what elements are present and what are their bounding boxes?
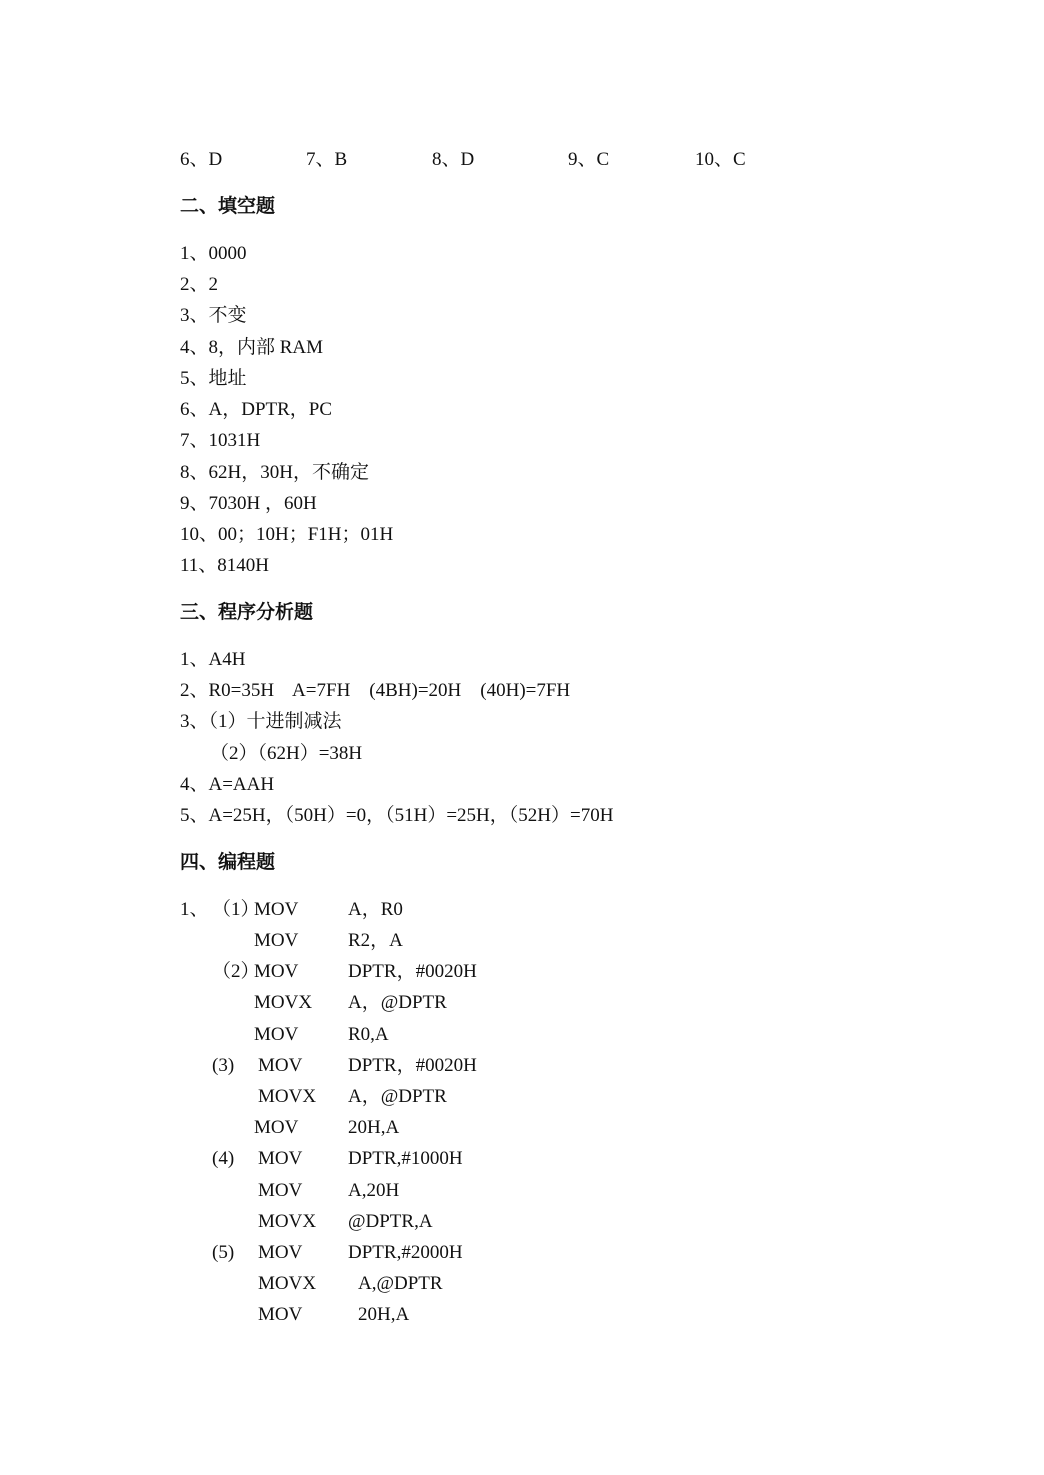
code-operand: R2，A bbox=[348, 930, 403, 951]
code-operand: A,@DPTR bbox=[358, 1273, 443, 1294]
fill-answer: 9、7030H ，60H bbox=[180, 493, 317, 514]
code-operand: 20H,A bbox=[358, 1304, 410, 1325]
code-operand: R0,A bbox=[348, 1024, 389, 1045]
fill-answer: 1、0000 bbox=[180, 243, 247, 264]
code-opcode: MOV bbox=[254, 1024, 299, 1045]
choice-answer-7: 7、B bbox=[306, 149, 348, 170]
code-label: （2） bbox=[212, 961, 260, 982]
fill-answer: 5、地址 bbox=[180, 368, 247, 389]
fill-answer: 11、8140H bbox=[180, 555, 270, 576]
section-heading-fill: 二、填空题 bbox=[180, 196, 276, 217]
code-operand: A，R0 bbox=[348, 899, 403, 920]
code-label: (3) bbox=[212, 1055, 235, 1076]
code-opcode: MOV bbox=[258, 1180, 303, 1201]
code-operand: DPTR,#1000H bbox=[348, 1148, 463, 1169]
code-opcode: MOV bbox=[258, 1304, 303, 1325]
fill-answer: 7、1031H bbox=[180, 430, 261, 451]
analysis-answer: 2、R0=35H A=7FH (4BH)=20H (40H)=7FH bbox=[180, 680, 571, 701]
code-operand: 20H,A bbox=[348, 1117, 400, 1138]
code-label: (5) bbox=[212, 1242, 235, 1263]
code-opcode: MOVX bbox=[254, 992, 313, 1013]
choice-answer-10: 10、C bbox=[695, 149, 746, 170]
fill-answer: 4、8，内部 RAM bbox=[180, 337, 324, 358]
code-operand: A，@DPTR bbox=[348, 992, 447, 1013]
code-operand: A，@DPTR bbox=[348, 1086, 447, 1107]
fill-answer: 10、00；10H；F1H；01H bbox=[180, 524, 394, 545]
code-label: （1） bbox=[212, 899, 260, 920]
code-opcode: MOV bbox=[254, 1117, 299, 1138]
code-label: (4) bbox=[212, 1148, 235, 1169]
fill-answer: 6、A，DPTR，PC bbox=[180, 399, 333, 420]
fill-answer: 3、不变 bbox=[180, 305, 247, 326]
code-opcode: MOVX bbox=[258, 1273, 317, 1294]
code-operand: DPTR，#0020H bbox=[348, 1055, 477, 1076]
fill-answer: 2、2 bbox=[180, 274, 219, 295]
choice-answer-8: 8、D bbox=[432, 149, 475, 170]
choice-answer-6: 6、D bbox=[180, 149, 223, 170]
code-operand: DPTR，#0020H bbox=[348, 961, 477, 982]
question-number: 1、 bbox=[180, 899, 209, 920]
code-opcode: MOV bbox=[258, 1242, 303, 1263]
choice-answer-9: 9、C bbox=[568, 149, 610, 170]
code-opcode: MOV bbox=[258, 1148, 303, 1169]
analysis-answer: 3、（1）十进制减法 bbox=[180, 711, 342, 732]
analysis-answer: （2）（62H）=38H bbox=[210, 743, 363, 764]
section-heading-analysis: 三、程序分析题 bbox=[180, 602, 314, 623]
code-opcode: MOV bbox=[254, 961, 299, 982]
code-operand: A,20H bbox=[348, 1180, 400, 1201]
fill-answer: 8、62H，30H，不确定 bbox=[180, 462, 369, 483]
code-operand: @DPTR,A bbox=[348, 1211, 433, 1232]
code-opcode: MOVX bbox=[258, 1211, 317, 1232]
code-opcode: MOVX bbox=[258, 1086, 317, 1107]
analysis-answer: 1、A4H bbox=[180, 649, 246, 670]
section-heading-programming: 四、编程题 bbox=[180, 852, 276, 873]
code-opcode: MOV bbox=[254, 899, 299, 920]
analysis-answer: 5、A=25H，（50H）=0，（51H）=25H，（52H）=70H bbox=[180, 805, 614, 826]
code-opcode: MOV bbox=[258, 1055, 303, 1076]
code-operand: DPTR,#2000H bbox=[348, 1242, 463, 1263]
analysis-answer: 4、A=AAH bbox=[180, 774, 275, 795]
code-opcode: MOV bbox=[254, 930, 299, 951]
